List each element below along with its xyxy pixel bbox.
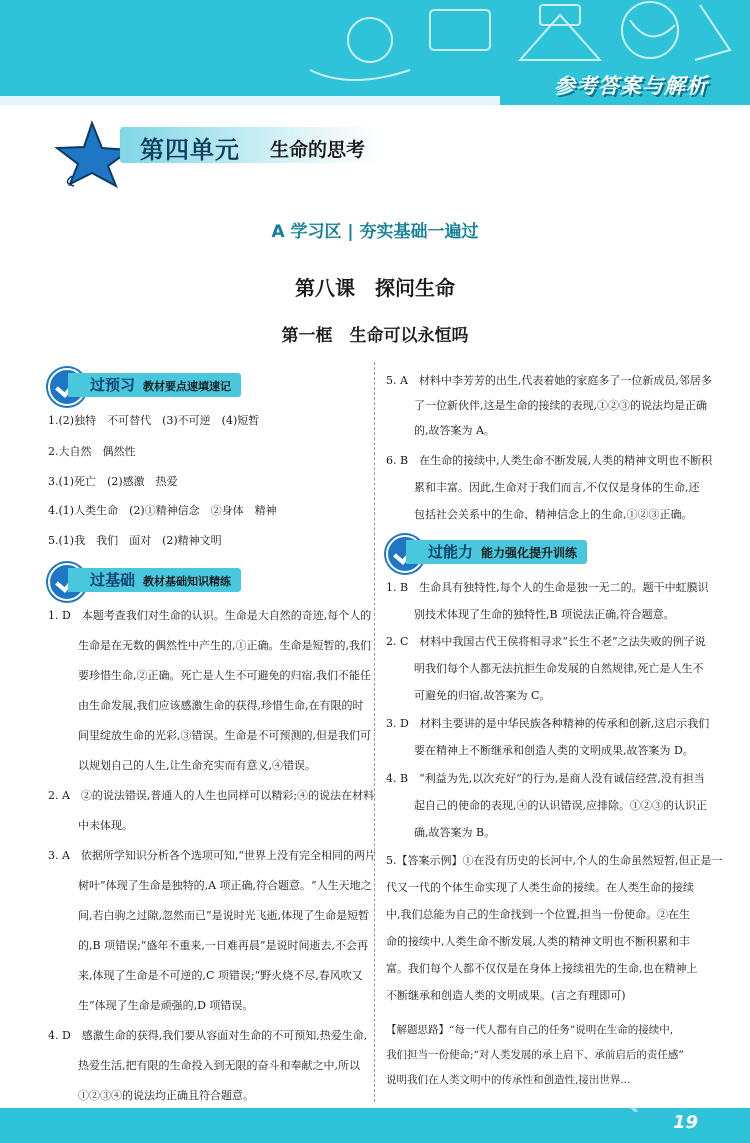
answer-line: 间,若白驹之过隙,忽然而已”是说时光飞逝,体现了生命是短暂 <box>78 909 370 922</box>
answer-line: 可避免的归宿,故答案为 C。 <box>414 689 551 702</box>
answer-line: 命的接续中,人类生命不断发展,人类的精神文明也不断积累和丰 <box>386 935 690 948</box>
answer-line: 生命是在无数的偶然性中产生的,①正确。生命是短暂的,我们 <box>78 639 371 652</box>
answer-line: 6. B 在生命的接续中,人类生命不断发展,人类的精神文明也不断积 <box>386 454 713 467</box>
answer-line: 中未体现。 <box>78 819 133 832</box>
answer-line: 由生命发展,我们应该感激生命的获得,珍惜生命,在有限的时 <box>78 699 364 712</box>
answer-line: 树叶”体现了生命是独特的,A 项正确,符合题意。“人生天地之 <box>78 879 372 892</box>
answer-line: 起自己的使命的表现,④的认识错误,应排除。①②③的认识正 <box>414 799 707 812</box>
header-banner <box>0 0 750 105</box>
answer-line: 1. B 生命具有独特性,每个人的生命是独一无二的。题干中虹膜识 <box>386 581 709 594</box>
answer-line: 【解题思路】“每一代人都有自己的任务”说明在生命的接续中, <box>386 1024 674 1036</box>
tag-subtitle: 能力强化提升训练 <box>481 546 578 560</box>
answer-line: 2. C 材料中我国古代王侯将相寻求“长生不老”之法失败的例子说 <box>386 635 706 648</box>
answer-line: 2. A ②的说法错误,普通人的人生也同样可以精彩;④的说法在材料 <box>48 789 375 802</box>
answer-line: 明我们每个人都无法抗拒生命发展的自然规律,死亡是人生不 <box>414 662 704 675</box>
answer-line: 3. D 材料主要讲的是中华民族各种精神的传承和创新,这启示我们 <box>386 717 710 730</box>
column-divider <box>374 362 376 1102</box>
answer-line: 的,B 项错误;“盛年不重来,一日难再晨”是说时间逝去,不会再 <box>78 939 369 952</box>
answer-line: 中,我们总能为自己的生命找到一个位置,担当一份使命。②在生 <box>386 908 690 921</box>
unit-title: 第四单元 <box>140 136 240 164</box>
answer-line: 了一位新伙伴,这是生命的接续的表现,①②③的说法均是正确 <box>414 399 707 412</box>
page-number: 19 <box>672 1112 698 1133</box>
answer-line: 富。我们每个人都不仅仅是在身体上接续祖先的生命,也在精神上 <box>386 962 698 975</box>
answer-line: 我们担当一份使命;“对人类发展的承上启下、承前启后的责任感” <box>386 1049 684 1061</box>
watermark: MXQE.COM <box>571 1085 742 1115</box>
header-tag: 参考答案与解析 <box>554 74 708 98</box>
answer-line: 来,体现了生命是不可逆的,C 项错误;“野火烧不尽,春风吹又 <box>78 969 363 982</box>
answer-line: 说明我们在人类文明中的传承性和创造性,接出世界... <box>386 1074 631 1086</box>
tag-subtitle: 教材基础知识精练 <box>143 575 232 588</box>
preview-answer: 2.大自然 偶然性 <box>48 445 136 458</box>
answer-line: 4. D 感激生命的获得,我们要从容面对生命的不可预知,热爱生命, <box>48 1029 368 1042</box>
answer-line: 累和丰富。因此,生命对于我们而言,不仅仅是身体的生命,还 <box>414 481 700 494</box>
section-banner: A 学习区 | 夯实基础一遍过 <box>271 222 479 242</box>
answer-line: 4. B “利益为先,以次充好”的行为,是商人没有诚信经营,没有担当 <box>386 772 705 785</box>
answer-line: 不断继承和创造人类的文明成果。(言之有理即可) <box>386 989 626 1002</box>
answer-line: 3. A 依据所学知识分析各个选项可知,“世界上没有完全相同的两片 <box>48 849 377 862</box>
answer-line: ①②③④的说法均正确且符合题意。 <box>78 1089 254 1102</box>
answer-line: 的,故答案为 A。 <box>414 424 495 437</box>
lesson-title: 第八课 探问生命 <box>295 276 455 300</box>
answer-line: 要在精神上不断继承和创造人类的文明成果,故答案为 D。 <box>414 744 694 757</box>
answer-line: 生”体现了生命是顽强的,D 项错误。 <box>78 999 254 1012</box>
answer-line: 确,故答案为 B。 <box>414 826 496 839</box>
answer-line: 间里绽放生命的光彩,③错误。生命是不可预测的,但是我们可 <box>78 729 371 742</box>
preview-answer: 4.(1)人类生命 (2)①精神信念 ②身体 精神 <box>48 504 277 517</box>
answer-line: 代又一代的个体生命实现了人类生命的接续。在人类生命的接续 <box>386 881 694 894</box>
preview-answer: 3.(1)死亡 (2)感激 热爱 <box>48 475 178 488</box>
tag-title: 过能力 <box>428 543 474 561</box>
tag-title: 过基础 <box>90 571 136 589</box>
answer-line: 以规划自己的人生,让生命充实而有意义,④错误。 <box>78 759 316 772</box>
header-white-strip <box>0 96 500 105</box>
answer-line: 包括社会关系中的生命、精神信念上的生命,①②③正确。 <box>414 508 693 521</box>
answer-line: 1. D 本题考查我们对生命的认识。生命是大自然的奇迹,每个人的 <box>48 609 372 622</box>
preview-answer: 5.(1)我 我们 面对 (2)精神文明 <box>48 534 222 547</box>
tag-subtitle: 教材要点速填速记 <box>143 380 232 393</box>
answer-line: 热爱生活,把有限的生命投入到无限的奋斗和奉献之中,所以 <box>78 1059 360 1072</box>
answer-line: 5.【答案示例】①在没有历史的长河中,个人的生命虽然短暂,但正是一 <box>386 854 723 867</box>
answer-line: 5. A 材料中李芳芳的出生,代表着她的家庭多了一位新成员,邻居多 <box>386 374 712 387</box>
preview-answer: 1.(2)独特 不可替代 (3)不可逆 (4)短暂 <box>48 414 260 427</box>
answer-line: 别技术体现了生命的独特性,B 项说法正确,符合题意。 <box>414 608 675 621</box>
unit-subtitle: 生命的思考 <box>270 139 366 161</box>
answer-line: 要珍惜生命,②正确。死亡是人生不可避免的归宿,我们不能任 <box>78 669 371 682</box>
frame-title: 第一框 生命可以永恒吗 <box>281 326 469 346</box>
tag-title: 过预习 <box>90 376 136 394</box>
